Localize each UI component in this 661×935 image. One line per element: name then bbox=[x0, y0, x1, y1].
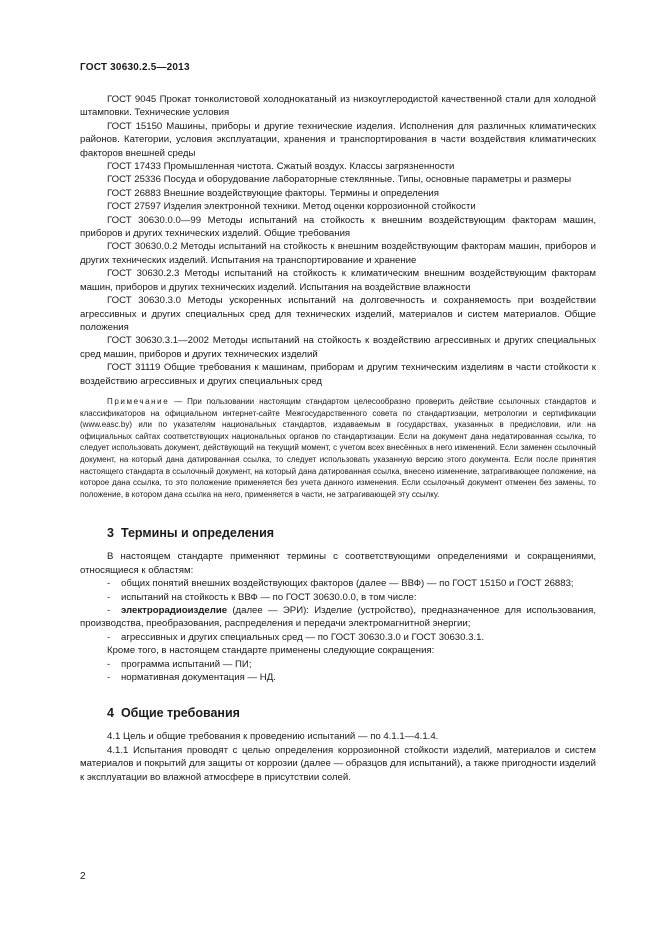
list-item-text: испытаний на стойкость к ВВФ — по ГОСТ 30630.0.0, в том числе: bbox=[121, 591, 417, 603]
list-item bbox=[80, 577, 596, 590]
list-item-text: (далее — ЭРИ): Изделие (устройство), предназначенное для использования, производства, преобразования, распределения и передачи электромагнитной энергии; bbox=[80, 604, 596, 630]
list-item-text: общих понятий внешних воздействующих факторов (далее — ВВФ) — по ГОСТ 15150 и ГОСТ 26883; bbox=[121, 578, 574, 590]
reference-item: ГОСТ 17433 Промышленная чистота. Сжатый воздух. Классы загрязненности bbox=[107, 161, 455, 173]
reference-item: ГОСТ 25336 Посуда и оборудование лабораторные стеклянные. Типы, основные параметры и размеры bbox=[107, 174, 572, 186]
paragraph-4-1: 4.1 Цель и общие требования к проведению испытаний — по 4.1.1—4.1.4. bbox=[107, 731, 439, 743]
document-body bbox=[80, 93, 596, 784]
abbrev-intro: Кроме того, в настоящем стандарте применены следующие сокращения: bbox=[107, 645, 435, 657]
section-intro: В настоящем стандарте применяют термины с соответствующими определениями и сокращениями, относящиеся к областям: bbox=[80, 551, 596, 576]
term-bold: электрорадиоизделие bbox=[121, 604, 228, 616]
page-number: 2 bbox=[80, 871, 86, 882]
reference-item: ГОСТ 30630.3.1—2002 Методы испытаний на стойкость к воздействию агрессивных и других специальных сред машин, приборов и других технических изделий bbox=[80, 335, 596, 360]
note-paragraph bbox=[80, 396, 596, 500]
list-item bbox=[80, 631, 596, 644]
list-dash: - bbox=[107, 658, 111, 670]
reference-item: ГОСТ 30630.2.3 Методы испытаний на стойкость к климатическим внешним воздействующим факторам машин, приборов и других технических изделий. Испытания на воздействие влажности bbox=[80, 268, 596, 293]
list-item-text: агрессивных и других специальных сред — по ГОСТ 30630.3.0 и ГОСТ 30630.3.1. bbox=[121, 631, 485, 643]
abbrev-text: нормативная документация — НД. bbox=[121, 671, 276, 683]
abbrev-item bbox=[80, 658, 596, 671]
reference-item: ГОСТ 30630.3.0 Методы ускоренных испытаний на долговечность и сохраняемость при воздействии агрессивных и других специальных сред для технических изделий, материалов и систем материалов. Общие положения bbox=[80, 295, 596, 333]
note-text: — При пользовании настоящим стандартом целесообразно проверить действие ссылочных стандартов и классификаторов на официальном интернет-сайте Межгосударственного совета по стандартизации, метрологии и сертификации (www.easc.by) или по указателям национальных стандартов, издаваемым в государствах, указанных в предисловии, или на официальных сайтах соответствующих национальных органов по стандартизации. Если на документ дана недатированная ссылка, то следует использовать документ, действующий на текущий момент, с учетом всех внесённых в него изменений. Если заменен ссылочный документ, на который дана датированная ссылка, то следует использовать указанную версию этого документа. Если после принятия настоящего стандарта в ссылочный документ, на который дана датированная ссылка, внесено изменение, затрагивающее положение, на которое дана ссылка, то это положение применяется без учета данного изменения. Если ссылочный документ отменен без замены, то положение, в котором дана ссылка на него, применяется в части, не затрагивающей эту ссылку. bbox=[80, 396, 596, 499]
list-dash: - bbox=[107, 631, 111, 643]
abbrev-item bbox=[80, 671, 596, 684]
section-title: Общие требования bbox=[120, 706, 240, 721]
reference-item: ГОСТ 31119 Общие требования к машинам, приборам и другим техническим изделиям в части стойкости к воздействию агрессивных и других специальных сред bbox=[80, 362, 596, 387]
list-dash: - bbox=[107, 671, 111, 683]
list-dash: - bbox=[107, 591, 111, 603]
reference-item: ГОСТ 30630.0.2 Методы испытаний на стойкость к внешним воздействующим факторам машин, приборов и других технических изделий. Испытания на транспортирование и хранение bbox=[80, 241, 596, 266]
section-3-heading bbox=[80, 526, 596, 540]
section-number: 3 bbox=[107, 526, 114, 541]
list-item bbox=[80, 604, 596, 631]
note-label: Примечание bbox=[107, 396, 170, 406]
reference-item: ГОСТ 26883 Внешние воздействующие факторы. Термины и определения bbox=[107, 187, 439, 199]
reference-item: ГОСТ 27597 Изделия электронной техники. Метод оценки коррозионной стойкости bbox=[107, 201, 476, 213]
reference-item: ГОСТ 30630.0.0—99 Методы испытаний на стойкость к внешним воздействующим факторам машин, приборов и других технических изделий. Общие требования bbox=[80, 214, 596, 240]
reference-item: ГОСТ 15150 Машины, приборы и другие технические изделия. Исполнения для различных климатических районов. Категории, условия эксплуатации, хранения и транспортирования в части воздействия климатических факторов внешней среды bbox=[80, 120, 596, 159]
document-header: ГОСТ 30630.2.5—2013 bbox=[80, 62, 190, 73]
reference-item: ГОСТ 9045 Прокат тонколистовой холоднокатаный из низкоуглеродистой качественной стали для холодной штамповки. Технические условия bbox=[80, 94, 596, 119]
section-title: Термины и определения bbox=[120, 526, 275, 541]
section-number: 4 bbox=[107, 706, 114, 721]
list-dash: - bbox=[107, 604, 111, 616]
section-4-heading bbox=[80, 706, 596, 720]
abbrev-text: программа испытаний — ПИ; bbox=[121, 658, 252, 670]
list-item bbox=[80, 591, 596, 604]
paragraph-4-1-1: 4.1.1 Испытания проводят с целью определения коррозионной стойкости изделий, материалов и систем материалов и покрытий для защиты от коррозии (далее — образцов для испытаний), а также пригодности изделий к эксплуатации во влажной атмосфере в присутствии солей. bbox=[80, 744, 596, 783]
list-dash: - bbox=[107, 578, 111, 590]
